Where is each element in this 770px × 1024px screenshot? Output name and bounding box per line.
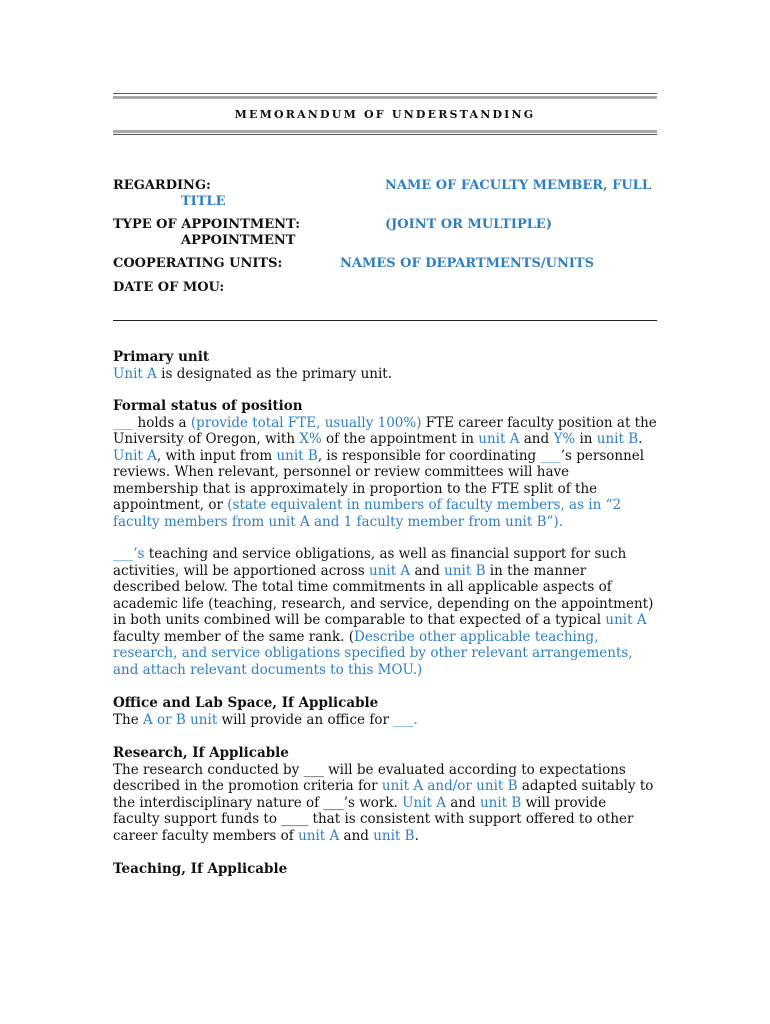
text-run: holds a [133,414,191,431]
primary-unit-text [113,366,657,383]
unit-a-ref: Unit A [402,794,446,811]
primary-unit-sentence: is designated as the primary unit. [156,365,393,382]
obligations-placeholder: Describe other applicable teaching, research, and service obligations specified by other relevant arrangements, and attach relevant documents to this MOU.) [113,628,633,678]
type-value-cont: APPOINTMENT [181,233,296,248]
text-run: ’s personnel reviews. When relevant, personnel or review committees will have membership that is approximately in proportion to the FTE split of the appointment, or [113,447,645,513]
text-run: ’s work. [343,794,403,811]
committee-placeholder: (state equivalent in numbers of faculty members, as in “2 faculty members from unit A and 1 faculty member from unit B”). [113,497,622,530]
text-run: will provide faculty support funds to [113,794,607,827]
text-run: and [519,431,554,447]
regarding-label: REGARDING: [113,178,211,193]
text-run: faculty member of the same rank. ( [113,628,355,645]
unit-ref: unit A and/or unit B [381,778,518,794]
office-heading: Office and Lab Space, If Applicable [113,695,379,711]
text-run: that is consistent with support offered to other career faculty members of [113,811,634,844]
unit-b-ref: unit B [373,827,415,844]
title-rule-thin [113,134,657,135]
text-run: and [410,562,445,579]
blank-name: ___ [303,761,324,778]
unit-a-ref: unit A [369,562,411,579]
research-paragraph [113,762,657,845]
formal-status-heading: Formal status of position [113,398,303,414]
text-run: and [445,794,480,811]
text-run: in the manner described below. The total time commitments in all applicable aspects of academic life (teaching, research, and service, depending on the appointment) in both units combined will be comparable to that expected of a typical [113,562,654,628]
blank-name: ___ [323,794,344,811]
text-run: . [414,827,419,844]
top-rule-thick [113,96,657,99]
text-run: , with input from [156,447,277,464]
formal-status-section [113,398,657,530]
blank-funds: ____ [281,811,309,827]
unit-b-ref: unit B [276,447,318,464]
text-run: FTE career faculty position at the University of Oregon, with [113,414,657,447]
units-label: COOPERATING UNITS: [113,256,283,271]
text-run: The [113,711,143,728]
obligations-section [113,546,657,678]
blank-name: ___ [540,447,561,464]
blank-name: ___ [113,414,134,431]
unit-b-ref: unit B [479,794,522,811]
teaching-heading: Teaching, If Applicable [113,861,288,877]
text-run: adapted suitably to the interdisciplinary nature of [113,778,654,811]
regarding-value: NAME OF FACULTY MEMBER, FULL [385,178,651,193]
unit-b-ref: unit B [596,431,639,447]
research-heading: Research, If Applicable [113,745,289,761]
formal-status-paragraph-1 [113,415,657,531]
text-run: and [339,827,374,844]
formal-status-paragraph-2 [113,546,657,678]
units-value: NAMES OF DEPARTMENTS/UNITS [340,256,594,271]
unit-ref: A or B unit [142,711,218,728]
y-percent: Y% [553,431,576,447]
header-divider [113,320,657,321]
fte-placeholder: (provide total FTE, usually 100%) [190,414,422,431]
text-run: teaching and service obligations, as well as financial support for such activities, will be apportioned across [113,546,627,579]
text-run: of the appointment in [321,431,479,447]
unit-b-ref: unit B [444,562,486,579]
blank-name: ___’s [113,546,145,562]
text-run: will be evaluated according to expectations described in the promotion criteria for [113,761,626,794]
text-run: , is responsible for coordinating [317,447,541,464]
date-label: DATE OF MOU: [113,280,225,295]
research-section [113,745,657,844]
office-section [113,695,657,728]
x-percent: X% [299,431,322,447]
primary-unit-heading: Primary unit [113,349,210,365]
memo-title: MEMORANDUM OF UNDERSTANDING [234,108,536,121]
office-paragraph [113,712,657,729]
type-value: (JOINT OR MULTIPLE) [385,217,552,232]
primary-unit-name: Unit A [113,365,157,382]
teaching-section [113,861,657,878]
text-run: in [575,431,597,447]
title-rule-thick [113,130,657,133]
top-rule-thin [113,93,657,94]
regarding-value-cont: TITLE [181,194,226,209]
blank-name: ___. [393,711,418,728]
unit-a-ref: unit A [478,431,520,447]
primary-unit-section [113,349,657,382]
unit-a-ref: unit A [298,827,340,844]
unit-a-ref: unit A [605,612,647,628]
unit-a-ref: Unit A [113,447,157,464]
text-run: will provide an office for [217,711,394,728]
text-run: The research conducted by [113,761,304,778]
type-label: TYPE OF APPOINTMENT: [113,217,301,232]
text-run: . [638,431,643,447]
